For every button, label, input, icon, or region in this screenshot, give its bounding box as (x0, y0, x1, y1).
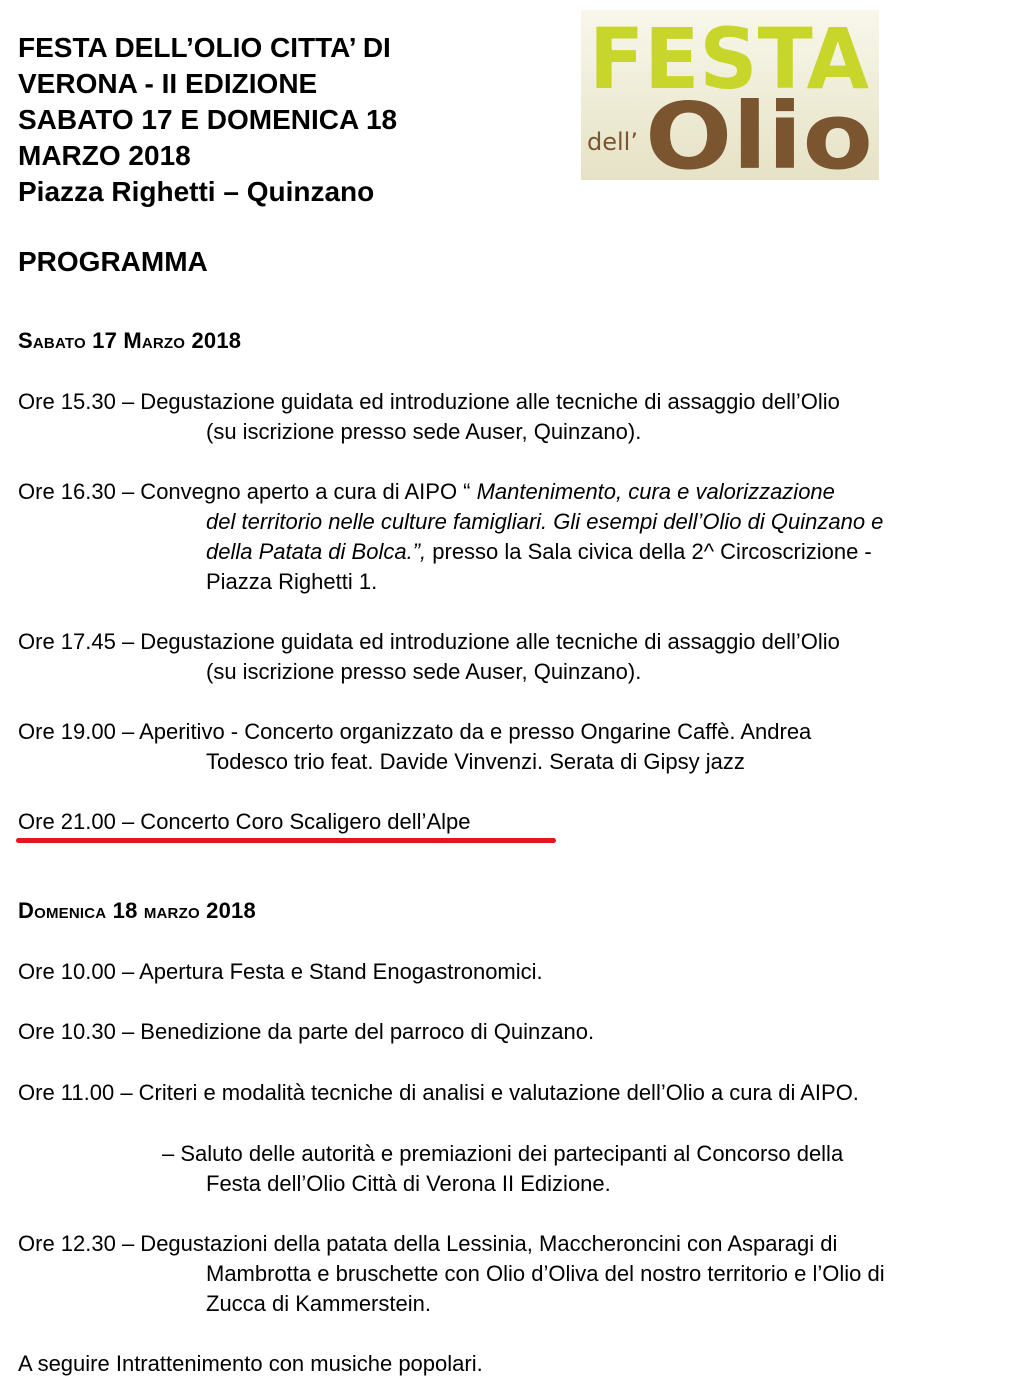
sat-1745-line1: Ore 17.45 – Degustazione guidata ed introduzione alle tecniche di assaggio dell’Olio (18, 629, 840, 654)
sun-entry-1030: Ore 10.30 – Benedizione da parte del parroco di Quinzano. (18, 1019, 595, 1044)
title-line-3: SABATO 17 E DOMENICA 18 (18, 104, 398, 135)
sat-1630-italic2: del territorio nelle culture famigliari. Gli esempi dell’Olio di Quinzano e (206, 509, 884, 534)
sat-1630-italic1: Mantenimento, cura e valorizzazione (476, 479, 835, 504)
sun-saluto-line2: Festa dell’Olio Città di Verona II Edizione. (206, 1171, 611, 1196)
sat-entry-1630 (18, 477, 1012, 597)
sun-1230-line1: Ore 12.30 – Degustazioni della patata della Lessinia, Maccheroncini con Asparagi di (18, 1231, 838, 1256)
sunday-day: Domenica (18, 898, 107, 923)
sun-entry-1100: Ore 11.00 – Criteri e modalità tecniche di analisi e valutazione dell’Olio a cura di AIPO. (18, 1080, 859, 1105)
saturday-month: Marzo (123, 328, 186, 353)
sat-entry-1900 (18, 717, 1012, 777)
sat-2100-line1: Ore 21.00 – Concerto Coro Scaligero dell’Alpe (18, 809, 471, 834)
sat-1900-line2: Todesco trio feat. Davide Vinvenzi. Serata di Gipsy jazz (206, 749, 745, 774)
title-line-1: FESTA DELL’OLIO CITTA’ DI (18, 32, 391, 63)
closing-line: A seguire Intrattenimento con musiche popolari. (18, 1351, 483, 1376)
sunday-month: marzo (143, 898, 200, 923)
sat-1630-line2 (18, 507, 1012, 537)
logo-word-olio: Olio (645, 83, 873, 180)
sat-1530-line1: Ore 15.30 – Degustazione guidata ed introduzione alle tecniche di assaggio dell’Olio (18, 389, 840, 414)
sun-entry-1000: Ore 10.00 – Apertura Festa e Stand Enogastronomici. (18, 959, 543, 984)
sun-1230-line2: Mambrotta e bruschette con Olio d’Oliva del nostro territorio e l’Olio di (206, 1261, 885, 1286)
saturday-heading (18, 328, 241, 354)
sat-1630-rest3: presso la Sala civica della 2^ Circoscrizione - (426, 539, 872, 564)
red-underline-mark (16, 838, 556, 843)
document-title (18, 30, 397, 210)
programma-heading: PROGRAMMA (18, 246, 208, 277)
sun-saluto-line1: – Saluto delle autorità e premiazioni dei partecipanti al Concorso della (162, 1141, 844, 1166)
sat-1630-italic3: della Patata di Bolca.”, (206, 539, 427, 564)
sat-1745-line2: (su iscrizione presso sede Auser, Quinzano). (206, 659, 642, 684)
title-line-5: Piazza Righetti – Quinzano (18, 176, 375, 207)
festa-olio-logo (581, 10, 879, 180)
sun-1230-line3: Zucca di Kammerstein. (206, 1291, 431, 1316)
sat-entry-1745 (18, 627, 1012, 687)
logo-graphic (581, 10, 879, 180)
sat-1630-line1 (18, 477, 1012, 507)
sat-1630-line3 (18, 537, 1012, 567)
logo-word-dell: dell’ (587, 128, 638, 156)
saturday-num: 17 (92, 328, 118, 353)
sunday-heading (18, 898, 256, 924)
sat-1900-line1: Ore 19.00 – Aperitivo - Concerto organizzato da e presso Ongarine Caffè. Andrea (18, 719, 812, 744)
sun-entry-saluto (18, 1139, 1012, 1199)
sat-entry-1530 (18, 387, 1012, 447)
saturday-year: 2018 (191, 328, 242, 353)
sunday-num: 18 (112, 898, 138, 923)
sat-1530-line2: (su iscrizione presso sede Auser, Quinzano). (206, 419, 642, 444)
logo-word-festa: FESTA (589, 10, 869, 108)
sat-1630-pre: Ore 16.30 – Convegno aperto a cura di AIPO “ (18, 479, 477, 504)
sunday-year: 2018 (206, 898, 256, 923)
title-line-4: MARZO 2018 (18, 140, 191, 171)
title-line-2: VERONA - II EDIZIONE (18, 68, 318, 99)
saturday-day: Sabato (18, 328, 86, 353)
sat-1630-line4: Piazza Righetti 1. (206, 569, 378, 594)
sun-entry-1230 (18, 1229, 1012, 1319)
sat-entry-2100 (18, 807, 1012, 837)
